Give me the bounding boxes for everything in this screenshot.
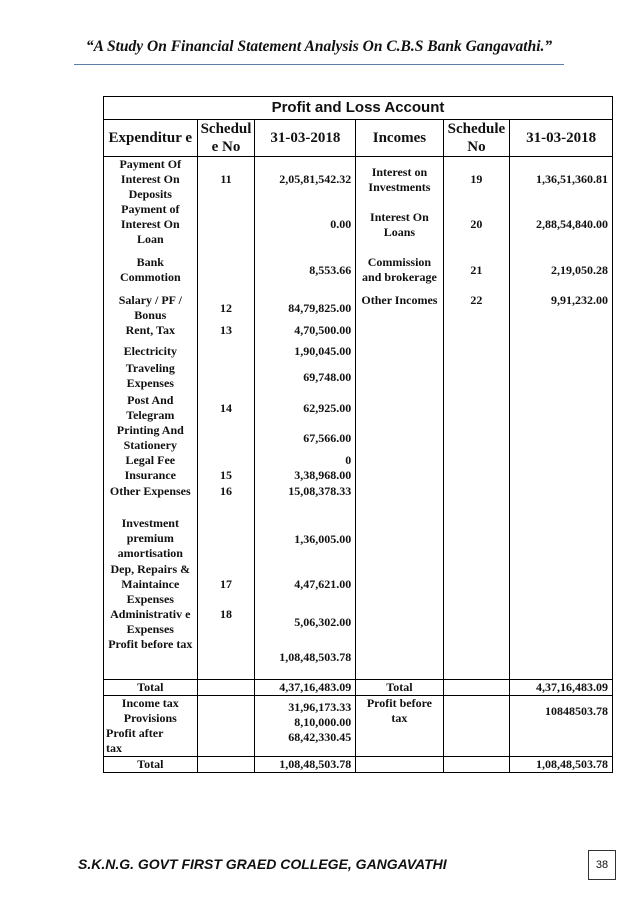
table-row bbox=[104, 637, 613, 679]
expense-label: Electricity bbox=[104, 341, 198, 361]
expense-schedule bbox=[197, 453, 255, 468]
final-income-total-amount: 1,08,48,503.78 bbox=[510, 756, 613, 772]
expense-label: Other Expenses bbox=[104, 484, 198, 516]
expense-label: Post And Telegram bbox=[104, 393, 198, 423]
expense-amount: 69,748.00 bbox=[255, 361, 356, 393]
final-total-label: Total bbox=[104, 756, 198, 772]
expense-label: Legal Fee bbox=[104, 453, 198, 468]
total-amount: 4,37,16,483.09 bbox=[255, 679, 356, 695]
profit-before-tax-amount: 10848503.78 bbox=[510, 695, 613, 756]
expense-amount: 62,925.00 bbox=[255, 393, 356, 423]
expense-schedule bbox=[197, 361, 255, 393]
expense-schedule: 13 bbox=[197, 323, 255, 341]
expense-amount: 3,38,968.00 bbox=[255, 468, 356, 484]
expense-amount: 8,553.66 bbox=[255, 247, 356, 293]
expense-label: Bank Commotion bbox=[104, 247, 198, 293]
col-header-schedule: Schedule No bbox=[443, 120, 510, 157]
table-row bbox=[104, 393, 613, 423]
income-amount: 2,19,050.28 bbox=[510, 247, 613, 293]
income-label: Interest on Investments bbox=[356, 157, 443, 203]
table-title: Profit and Loss Account bbox=[104, 97, 613, 120]
income-schedule: 21 bbox=[443, 247, 510, 293]
table-row bbox=[104, 453, 613, 468]
table-row bbox=[104, 607, 613, 637]
table-row bbox=[104, 516, 613, 562]
appropriation-amounts bbox=[255, 695, 356, 756]
table-row bbox=[104, 293, 613, 323]
total-row bbox=[104, 679, 613, 695]
expense-amount: 15,08,378.33 bbox=[255, 484, 356, 516]
expense-schedule bbox=[197, 423, 255, 453]
income-schedule: 20 bbox=[443, 202, 510, 247]
expense-label: Investment premium amortisation bbox=[104, 516, 198, 562]
expense-schedule bbox=[197, 341, 255, 361]
header-divider bbox=[74, 64, 564, 65]
expense-schedule bbox=[197, 247, 255, 293]
provisions-amount: 8,10,000.00 bbox=[294, 714, 352, 729]
income-amount: 1,36,51,360.81 bbox=[510, 157, 613, 203]
expense-label: Dep, Repairs & Maintaince Expenses bbox=[104, 562, 198, 607]
expense-amount: 4,70,500.00 bbox=[255, 323, 356, 341]
income-label: Commission and brokerage bbox=[356, 247, 443, 293]
appropriation-row bbox=[104, 695, 613, 756]
table-row bbox=[104, 247, 613, 293]
expense-schedule: 17 bbox=[197, 562, 255, 607]
expense-schedule: 15 bbox=[197, 468, 255, 484]
expense-amount: 0.00 bbox=[255, 202, 356, 247]
col-header-date2: 31-03-2018 bbox=[510, 120, 613, 157]
expense-label: Rent, Tax bbox=[104, 323, 198, 341]
expense-label: Traveling Expenses bbox=[104, 361, 198, 393]
expense-label: Payment of Interest On Loan bbox=[104, 202, 198, 247]
expense-amount: 1,90,045.00 bbox=[255, 341, 356, 361]
profit-after-tax-label: Profit after tax bbox=[106, 725, 164, 755]
expense-amount: 84,79,825.00 bbox=[255, 293, 356, 323]
final-total-row bbox=[104, 756, 613, 772]
expense-amount: 0 bbox=[255, 453, 356, 468]
expense-schedule bbox=[197, 637, 255, 679]
table-row bbox=[104, 361, 613, 393]
table-row bbox=[104, 468, 613, 484]
table-row bbox=[104, 341, 613, 361]
expense-amount: 4,47,621.00 bbox=[255, 562, 356, 607]
income-total-label: Total bbox=[356, 679, 443, 695]
table-row bbox=[104, 157, 613, 203]
expense-label: Administrativ e Expenses bbox=[104, 607, 198, 637]
profit-before-tax-label: Profit before tax bbox=[356, 695, 443, 756]
table-row bbox=[104, 423, 613, 453]
expense-amount: 1,36,005.00 bbox=[255, 516, 356, 562]
expense-schedule: 16 bbox=[197, 484, 255, 516]
income-amount: 9,91,232.00 bbox=[510, 293, 613, 341]
col-header-date1: 31-03-2018 bbox=[255, 120, 356, 157]
table-row bbox=[104, 202, 613, 247]
provisions-label: Provisions bbox=[123, 710, 177, 725]
table-row bbox=[104, 484, 613, 516]
expense-label: Printing And Stationery bbox=[104, 423, 198, 453]
income-amount: 2,88,54,840.00 bbox=[510, 202, 613, 247]
expense-schedule: 14 bbox=[197, 393, 255, 423]
expense-amount: 2,05,81,542.32 bbox=[255, 157, 356, 203]
final-total-amount: 1,08,48,503.78 bbox=[255, 756, 356, 772]
expense-label: Profit before tax bbox=[104, 637, 198, 679]
col-header-schedule-no: Schedul e No bbox=[197, 120, 255, 157]
appropriation-labels bbox=[104, 695, 198, 756]
col-header-incomes: Incomes bbox=[356, 120, 443, 157]
profit-after-tax-amount: 68,42,330.45 bbox=[288, 729, 352, 744]
expense-amount: 67,566.00 bbox=[255, 423, 356, 453]
income-tax-amount: 31,96,173.33 bbox=[288, 699, 352, 714]
expense-label: Payment Of Interest On Deposits bbox=[104, 157, 198, 203]
income-total-amount: 4,37,16,483.09 bbox=[510, 679, 613, 695]
income-label: Other Incomes bbox=[356, 293, 443, 341]
income-label: Interest On Loans bbox=[356, 202, 443, 247]
income-schedule: 22 bbox=[443, 293, 510, 341]
expense-schedule bbox=[197, 516, 255, 562]
expense-schedule: 11 bbox=[197, 157, 255, 203]
income-tax-label: Income tax bbox=[121, 695, 179, 710]
col-header-expenditure: Expenditur e bbox=[104, 120, 198, 157]
expense-schedule: 18 bbox=[197, 607, 255, 637]
page-number: 38 bbox=[588, 850, 616, 880]
total-label: Total bbox=[104, 679, 198, 695]
expense-amount: 1,08,48,503.78 bbox=[255, 637, 356, 679]
expense-amount: 5,06,302.00 bbox=[255, 607, 356, 637]
document-header-title: “A Study On Financial Statement Analysis On C.B.S Bank Gangavathi.” bbox=[85, 38, 553, 55]
table-row bbox=[104, 562, 613, 607]
profit-loss-table bbox=[103, 96, 613, 773]
expense-label: Salary / PF / Bonus bbox=[104, 293, 198, 323]
income-schedule: 19 bbox=[443, 157, 510, 203]
expense-label: Insurance bbox=[104, 468, 198, 484]
expense-schedule bbox=[197, 202, 255, 247]
footer-college: S.K.N.G. GOVT FIRST GRAED COLLEGE, GANGAVATHI bbox=[78, 856, 447, 872]
expense-schedule: 12 bbox=[197, 293, 255, 323]
